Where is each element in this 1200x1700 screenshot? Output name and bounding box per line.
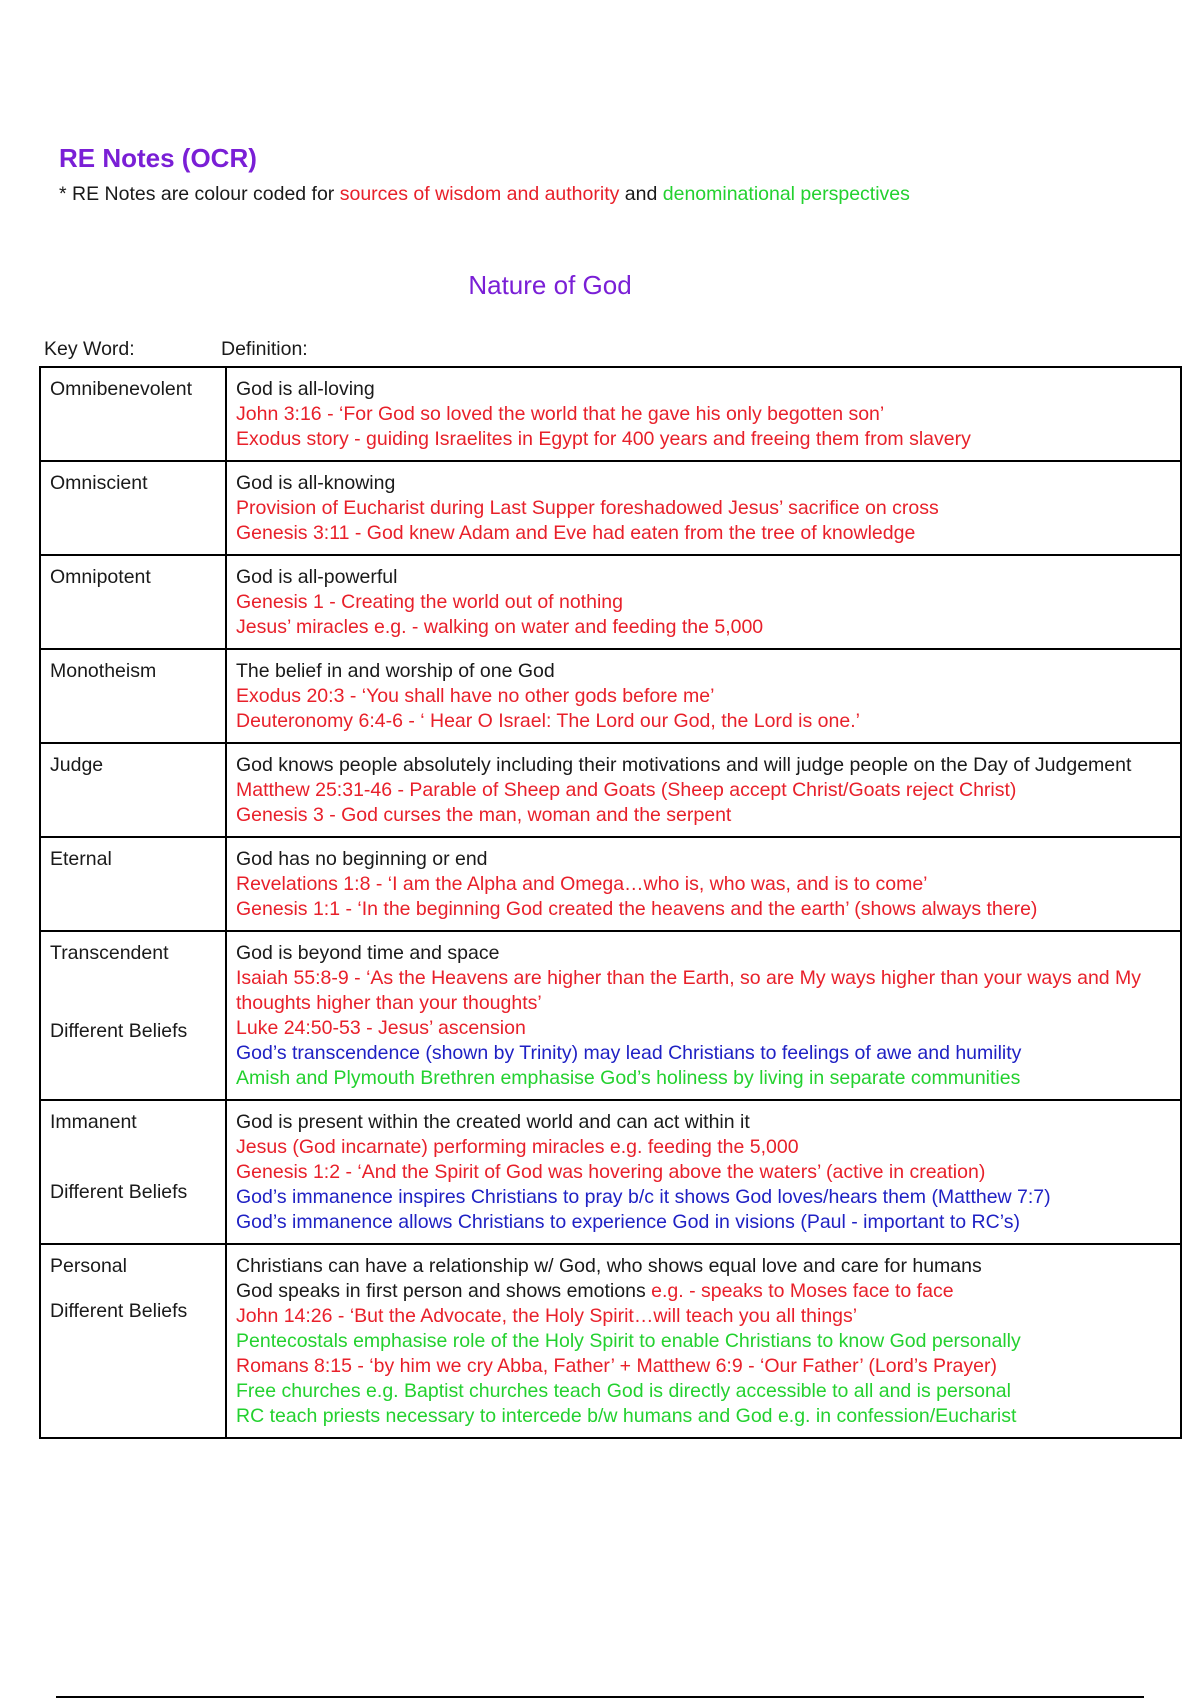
denominational-line: Amish and Plymouth Brethren emphasise God’s holiness by living in separate communities xyxy=(236,1067,1021,1089)
definition-line: Christians can have a relationship w/ God, who shows equal love and care for humans xyxy=(236,1255,982,1277)
section-title: Nature of God xyxy=(468,270,632,300)
definition-cell xyxy=(226,1100,1181,1244)
wisdom-line: John 14:26 - ‘But the Advocate, the Holy Spirit…will teach you all things’ xyxy=(236,1305,858,1327)
key-word-cell xyxy=(40,931,226,1100)
key-word: Monotheism xyxy=(50,660,157,682)
definition-cell xyxy=(226,649,1181,743)
mixed-line xyxy=(236,1279,1171,1304)
definition-cell xyxy=(226,837,1181,931)
definition-cell xyxy=(226,1244,1181,1438)
definition-text: God speaks in first person and shows emotions xyxy=(236,1280,652,1302)
denominational-line: Pentecostals emphasise role of the Holy Spirit to enable Christians to know God personally xyxy=(236,1330,1021,1352)
key-word: Judge xyxy=(50,754,104,776)
wisdom-text: e.g. - speaks to Moses face to face xyxy=(651,1280,954,1302)
wisdom-line: Deuteronomy 6:4-6 - ‘ Hear O Israel: The Lord our God, the Lord is one.’ xyxy=(236,710,860,732)
wisdom-line: Genesis 1:2 - ‘And the Spirit of God was hovering above the waters’ (active in creation) xyxy=(236,1161,986,1183)
definition-line: God knows people absolutely including their motivations and will judge people on the Day of Judgement xyxy=(236,754,1132,776)
table-row xyxy=(40,461,1181,555)
definition-cell xyxy=(226,367,1181,461)
definition-line: God is all-loving xyxy=(236,378,375,400)
page-title: RE Notes (OCR) xyxy=(59,143,257,173)
key-word-cell xyxy=(40,1100,226,1244)
wisdom-line: Luke 24:50-53 - Jesus’ ascension xyxy=(236,1017,526,1039)
wisdom-line: Exodus 20:3 - ‘You shall have no other gods before me’ xyxy=(236,685,715,707)
key-word: Personal xyxy=(50,1255,127,1277)
wisdom-line: Exodus story - guiding Israelites in Egypt for 400 years and freeing them from slavery xyxy=(236,428,971,450)
definition-line: God has no beginning or end xyxy=(236,848,488,870)
key-word: Eternal xyxy=(50,848,112,870)
key-word: Immanent xyxy=(50,1111,137,1133)
different-beliefs-label: Different Beliefs xyxy=(50,1020,188,1042)
definition-cell xyxy=(226,555,1181,649)
definition-line: God is all-powerful xyxy=(236,566,398,588)
notes-table xyxy=(39,366,1182,1439)
wisdom-line: Matthew 25:31-46 - Parable of Sheep and Goats (Sheep accept Christ/Goats reject Christ) xyxy=(236,779,1017,801)
note-denominational-key: denominational perspectives xyxy=(662,183,910,205)
definition-cell xyxy=(226,461,1181,555)
wisdom-line: Genesis 1:1 - ‘In the beginning God created the heavens and the earth’ (shows always there) xyxy=(236,898,1038,920)
table-row xyxy=(40,837,1181,931)
key-word-cell xyxy=(40,649,226,743)
key-word-cell xyxy=(40,367,226,461)
table-row xyxy=(40,649,1181,743)
key-word-cell xyxy=(40,555,226,649)
colour-code-note xyxy=(59,183,910,206)
key-word-header: Key Word: xyxy=(44,338,135,360)
footer-divider xyxy=(56,1696,1144,1698)
definition-line: God is present within the created world and can act within it xyxy=(236,1111,750,1133)
definition-line: God is beyond time and space xyxy=(236,942,500,964)
table-row xyxy=(40,367,1181,461)
key-word-cell xyxy=(40,461,226,555)
table-row xyxy=(40,1100,1181,1244)
key-word: Omniscient xyxy=(50,472,148,494)
denominational-line: RC teach priests necessary to intercede b/w humans and God e.g. in confession/Eucharist xyxy=(236,1405,1017,1427)
note-wisdom-key: sources of wisdom and authority xyxy=(339,183,620,205)
belief-line: God’s immanence allows Christians to experience God in visions (Paul - important to RC’s) xyxy=(236,1211,1020,1233)
wisdom-line: Romans 8:15 - ‘by him we cry Abba, Father’ + Matthew 6:9 - ‘Our Father’ (Lord’s Prayer) xyxy=(236,1355,997,1377)
belief-line: God’s transcendence (shown by Trinity) may lead Christians to feelings of awe and humility xyxy=(236,1042,1022,1064)
denominational-line: Free churches e.g. Baptist churches teach God is directly accessible to all and is personal xyxy=(236,1380,1011,1402)
definition-cell xyxy=(226,743,1181,837)
wisdom-line: Isaiah 55:8-9 - ‘As the Heavens are higher than the Earth, so are My ways higher than your ways and My thoughts higher than your thoughts’ xyxy=(236,967,1142,1014)
key-word: Omnibenevolent xyxy=(50,378,193,400)
wisdom-line: Genesis 1 - Creating the world out of nothing xyxy=(236,591,623,613)
wisdom-line: Genesis 3 - God curses the man, woman and the serpent xyxy=(236,804,732,826)
note-and: and xyxy=(619,183,663,205)
definition-header: Definition: xyxy=(221,338,308,360)
key-word-cell xyxy=(40,743,226,837)
different-beliefs-label: Different Beliefs xyxy=(50,1181,188,1203)
different-beliefs-label: Different Beliefs xyxy=(50,1300,188,1322)
wisdom-line: John 3:16 - ‘For God so loved the world that he gave his only begotten son’ xyxy=(236,403,885,425)
key-word-cell xyxy=(40,837,226,931)
table-row xyxy=(40,931,1181,1100)
wisdom-line: Revelations 1:8 - ‘I am the Alpha and Omega…who is, who was, and is to come’ xyxy=(236,873,928,895)
definition-cell xyxy=(226,931,1181,1100)
definition-line: The belief in and worship of one God xyxy=(236,660,555,682)
wisdom-line: Provision of Eucharist during Last Supper foreshadowed Jesus’ sacrifice on cross xyxy=(236,497,939,519)
key-word: Transcendent xyxy=(50,942,169,964)
wisdom-line: Genesis 3:11 - God knew Adam and Eve had eaten from the tree of knowledge xyxy=(236,522,916,544)
belief-line: God’s immanence inspires Christians to pray b/c it shows God loves/hears them (Matthew 7:7) xyxy=(236,1186,1051,1208)
key-word: Omnipotent xyxy=(50,566,151,588)
table-row xyxy=(40,1244,1181,1438)
table-row xyxy=(40,555,1181,649)
wisdom-line: Jesus’ miracles e.g. - walking on water and feeding the 5,000 xyxy=(236,616,764,638)
definition-line: God is all-knowing xyxy=(236,472,396,494)
table-row xyxy=(40,743,1181,837)
note-prefix: * RE Notes are colour coded for xyxy=(59,183,340,205)
key-word-cell xyxy=(40,1244,226,1438)
wisdom-line: Jesus (God incarnate) performing miracles e.g. feeding the 5,000 xyxy=(236,1136,799,1158)
